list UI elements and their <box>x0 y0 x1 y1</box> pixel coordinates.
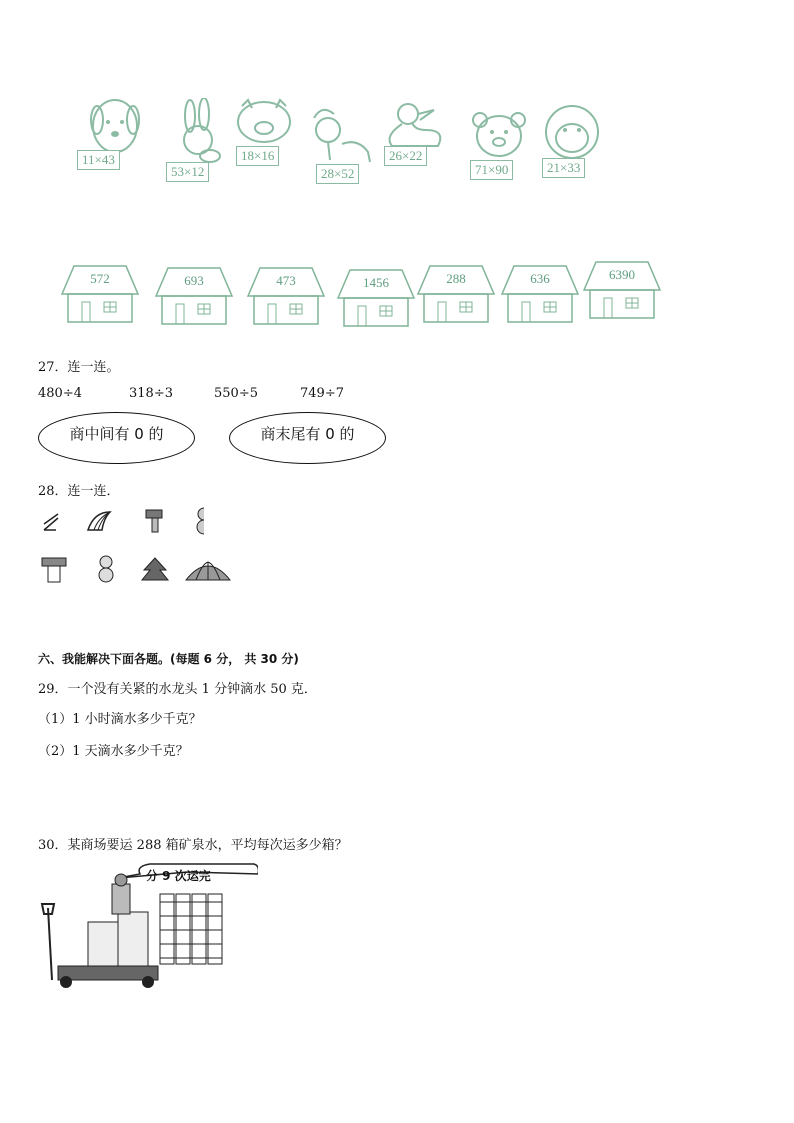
q29-title: 29．一个没有关紧的水龙头 1 分钟滴水 50 克． <box>38 682 317 697</box>
house <box>416 264 496 326</box>
oval-quotient-middle-zero <box>38 412 195 464</box>
oval-label: 商中间有 0 的 <box>69 424 164 443</box>
house-number: 572 <box>90 271 110 286</box>
house <box>60 264 140 326</box>
house <box>500 264 580 326</box>
umbrella-half-icon <box>86 508 112 534</box>
house-number: 636 <box>530 271 550 286</box>
animal-expr: 71×90 <box>470 160 513 180</box>
q29-sub1: （1）1 小时滴水多少千克？ <box>38 712 202 727</box>
animal-card-pig <box>232 98 310 208</box>
bubble-text: 分 9 次运完 <box>146 869 211 883</box>
speech-bubble <box>146 867 211 884</box>
section6-title: 六、我能解决下面各题。(每题 6 分， 共 30 分) <box>38 652 299 666</box>
animal-expr: 21×33 <box>542 158 585 178</box>
q27-expression: 550÷5 <box>214 386 258 401</box>
oval-quotient-end-zero <box>229 412 386 464</box>
tree-icon <box>140 556 170 584</box>
animal-expr: 11×43 <box>77 150 120 170</box>
house <box>246 266 326 328</box>
animal-expr: 18×16 <box>236 146 279 166</box>
house-number: 1456 <box>363 275 389 290</box>
animal-expr: 28×52 <box>316 164 359 184</box>
animal-expr: 53×12 <box>166 162 209 182</box>
animal-card-bear <box>468 110 546 220</box>
house <box>154 266 234 328</box>
q27-expression: 480÷4 <box>38 386 82 401</box>
q27-expression: 318÷3 <box>129 386 173 401</box>
snowman-icon <box>96 554 116 584</box>
animal-card-goat <box>308 104 386 214</box>
house-number: 6390 <box>609 267 635 282</box>
partial-shape-icon <box>40 510 64 534</box>
house <box>336 268 416 330</box>
house <box>582 260 662 322</box>
animal-card-dog <box>75 92 153 202</box>
animal-card-monkey <box>538 104 616 214</box>
q27-title: 27．连一连。 <box>38 360 120 375</box>
umbrella-icon <box>184 558 232 582</box>
q29-sub2: （2）1 天滴水多少千克？ <box>38 744 189 759</box>
lamp-icon <box>40 556 68 584</box>
animal-card-duck <box>382 100 460 210</box>
house-number: 473 <box>276 273 296 288</box>
q30-title: 30．某商场要运 288 箱矿泉水，平均每次运多少箱？ <box>38 838 348 853</box>
house-number: 288 <box>446 271 466 286</box>
oval-label: 商末尾有 0 的 <box>260 424 355 443</box>
animal-expr: 26×22 <box>384 146 427 166</box>
house-number: 693 <box>184 273 204 288</box>
q28-title: 28．连一连． <box>38 484 120 499</box>
snowman-half-icon <box>196 506 212 536</box>
monkey-icon <box>538 104 616 164</box>
q27-expression: 749÷7 <box>300 386 344 401</box>
lamp-half-icon <box>144 508 166 534</box>
